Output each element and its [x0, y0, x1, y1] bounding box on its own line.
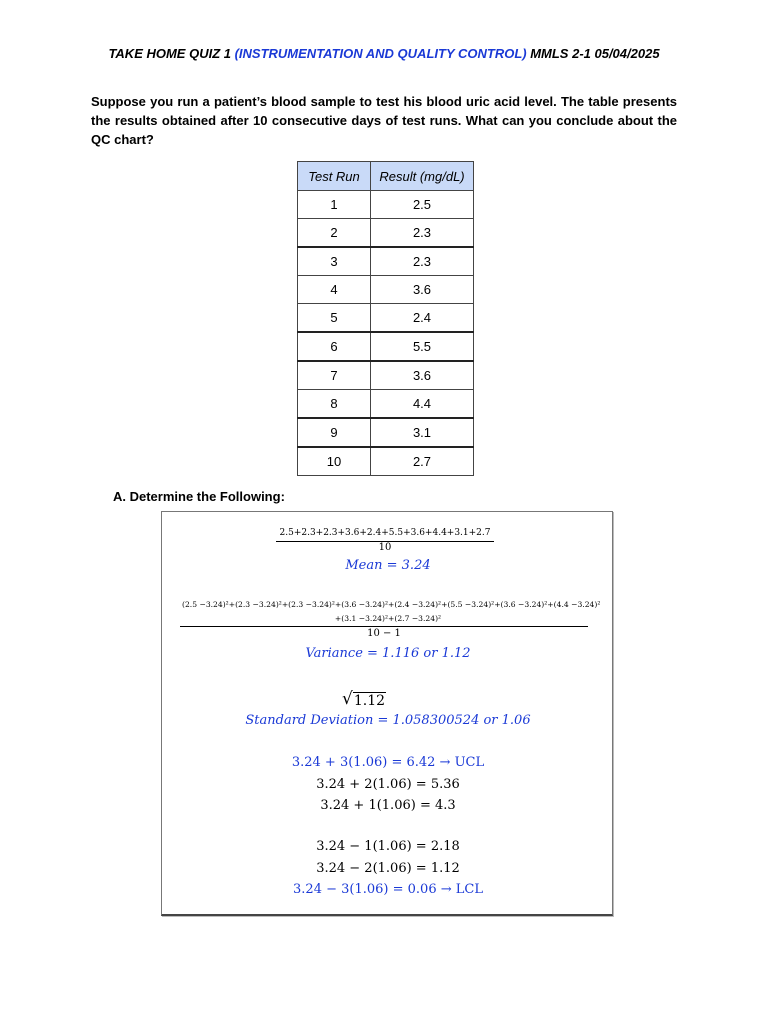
mean-result: Mean = 3.24 [345, 558, 431, 573]
table-row [298, 390, 474, 419]
cell-test-run: 6 [298, 332, 371, 361]
cell-result: 5.5 [371, 332, 474, 361]
cell-result: 3.1 [371, 418, 474, 447]
table-row [298, 332, 474, 361]
sqrt-value: 1.12 [353, 693, 386, 709]
cell-test-run: 7 [298, 361, 371, 390]
cell-result: 3.6 [371, 361, 474, 390]
cell-test-run: 5 [298, 304, 371, 333]
question-text: Suppose you run a patient’s blood sample to test his blood uric acid level. The table presents the results obtained after 10 consecutive days of test runs. What can you conclude about the QC chart? [91, 94, 677, 147]
cell-test-run: 4 [298, 276, 371, 304]
table-row [298, 418, 474, 447]
plus-1sd-line: 3.24 + 1(1.06) = 4.3 [320, 798, 456, 813]
cell-test-run: 1 [298, 191, 371, 219]
cell-test-run: 9 [298, 418, 371, 447]
header-course-date: MMLS 2-1 05/04/2025 [526, 46, 660, 61]
table-row [298, 304, 474, 333]
table-row [298, 447, 474, 476]
table-row [298, 219, 474, 248]
header-title: TAKE HOME QUIZ 1 [108, 46, 235, 61]
cell-result: 2.4 [371, 304, 474, 333]
cell-result: 2.5 [371, 191, 474, 219]
table-row [298, 191, 474, 219]
mean-numerator: 2.5+2.3+2.3+3.6+2.4+5.5+3.6+4.4+3.1+2.7 [279, 528, 491, 538]
table-row [298, 247, 474, 276]
cell-result: 2.3 [371, 247, 474, 276]
lcl-line: 3.24 − 3(1.06) = 0.06 → LCL [293, 882, 483, 897]
cell-result: 2.7 [371, 447, 474, 476]
variance-numerator-line1: (2.5 −3.24)²+(2.3 −3.24)²+(2.3 −3.24)²+(3.6 −3.24)²+(2.4 −3.24)²+(5.5 −3.24)²+(3.6 −3.24)²+(4.4 −3.24)² [182, 600, 601, 609]
variance-denominator: 10 − 1 [367, 628, 401, 639]
variance-result: Variance = 1.116 or 1.12 [305, 646, 471, 661]
mean-denominator: 10 [378, 542, 392, 553]
sqrt-expression [342, 689, 386, 709]
column-header-test-run: Test Run [298, 162, 371, 191]
results-table [297, 161, 474, 476]
section-title: A. Determine the Following: [113, 489, 285, 504]
table-header-row [298, 162, 474, 191]
cell-result: 4.4 [371, 390, 474, 419]
table-row [298, 361, 474, 390]
variance-numerator-line2: +(3.1 −3.24)²+(2.7 −3.24)² [334, 614, 442, 623]
cell-result: 2.3 [371, 219, 474, 248]
plus-2sd-line: 3.24 + 2(1.06) = 5.36 [316, 777, 460, 792]
header-subject: (INSTRUMENTATION AND QUALITY CONTROL) [234, 46, 527, 61]
minus-2sd-line: 3.24 − 2(1.06) = 1.12 [316, 861, 460, 876]
std-dev-result: Standard Deviation = 1.058300524 or 1.06 [245, 713, 531, 728]
cell-test-run: 8 [298, 390, 371, 419]
cell-test-run: 2 [298, 219, 371, 248]
table-row [298, 276, 474, 304]
cell-test-run: 10 [298, 447, 371, 476]
quiz-header [0, 46, 768, 61]
minus-1sd-line: 3.24 − 1(1.06) = 2.18 [316, 839, 460, 854]
column-header-result: Result (mg/dL) [371, 162, 474, 191]
cell-test-run: 3 [298, 247, 371, 276]
ucl-line: 3.24 + 3(1.06) = 6.42 → UCL [291, 755, 485, 770]
calculation-box [161, 511, 613, 916]
cell-result: 3.6 [371, 276, 474, 304]
sqrt-radical-icon: √ [342, 689, 353, 709]
variance-fraction-bar [180, 626, 588, 627]
